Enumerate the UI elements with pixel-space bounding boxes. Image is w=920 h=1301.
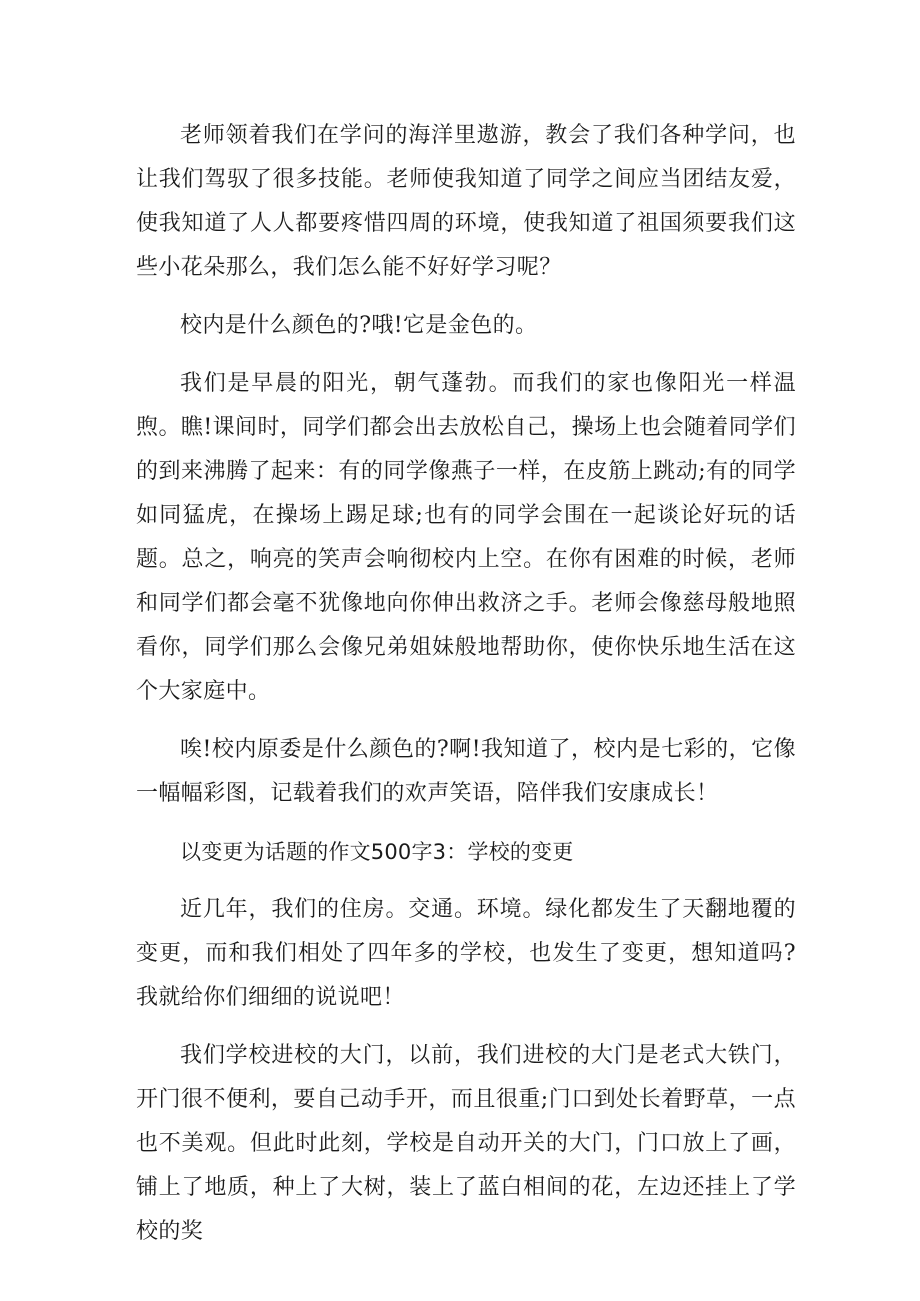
paragraph-teacher: 老师领着我们在学问的海洋里遨游，教会了我们各种学问，也让我们驾驭了很多技能。老师使我知道了同学之间应当团结友爱，使我知道了人人都要疼惜四周的环境，使我知道了祖国须要我们这些小花朵那么，我们怎么能不好好学习呢？: [136, 123, 796, 280]
paragraph-golden: 校内是什么颜色的?哦!它是金色的。: [180, 313, 538, 338]
section-title: 以变更为话题的作文500字3：学校的变更: [180, 840, 574, 864]
paragraph-colorful: 唉!校内原委是什么颜色的?啊!我知道了，校内是七彩的，它像一幅幅彩图，记载着我们的欢声笑语，陪伴我们安康成长！: [136, 737, 796, 806]
document-body: [136, 114, 796, 1268]
paragraph-changes: 近几年，我们的住房。交通。环境。绿化都发生了天翻地覆的变更，而和我们相处了四年多的学校，也发生了变更，想知道吗?我就给你们细细的说说吧！: [136, 897, 796, 1010]
paragraph-sunshine: 我们是早晨的阳光，朝气蓬勃。而我们的家也像阳光一样温煦。瞧!课间时，同学们都会出去放松自己，操场上也会随着同学们的到来沸腾了起来：有的同学像燕子一样，在皮筋上跳动;有的同学如同猛虎，在操场上踢足球;也有的同学会围在一起谈论好玩的话题。总之，响亮的笑声会响彻校内上空。在你有困难的时候，老师和同学们都会毫不犹像地向你伸出救济之手。老师会像慈母般地照看你，同学们那么会像兄弟姐妹般地帮助你，使你快乐地生活在这个大家庭中。: [136, 371, 796, 704]
paragraph-gate: 我们学校进校的大门，以前，我们进校的大门是老式大铁门，开门很不便利，要自己动手开，而且很重;门口到处长着野草，一点也不美观。但此时此刻，学校是自动开关的大门，门口放上了画，铺上了地质，种上了大树，装上了蓝白相间的花，左边还挂上了学校的奖: [136, 1043, 796, 1244]
